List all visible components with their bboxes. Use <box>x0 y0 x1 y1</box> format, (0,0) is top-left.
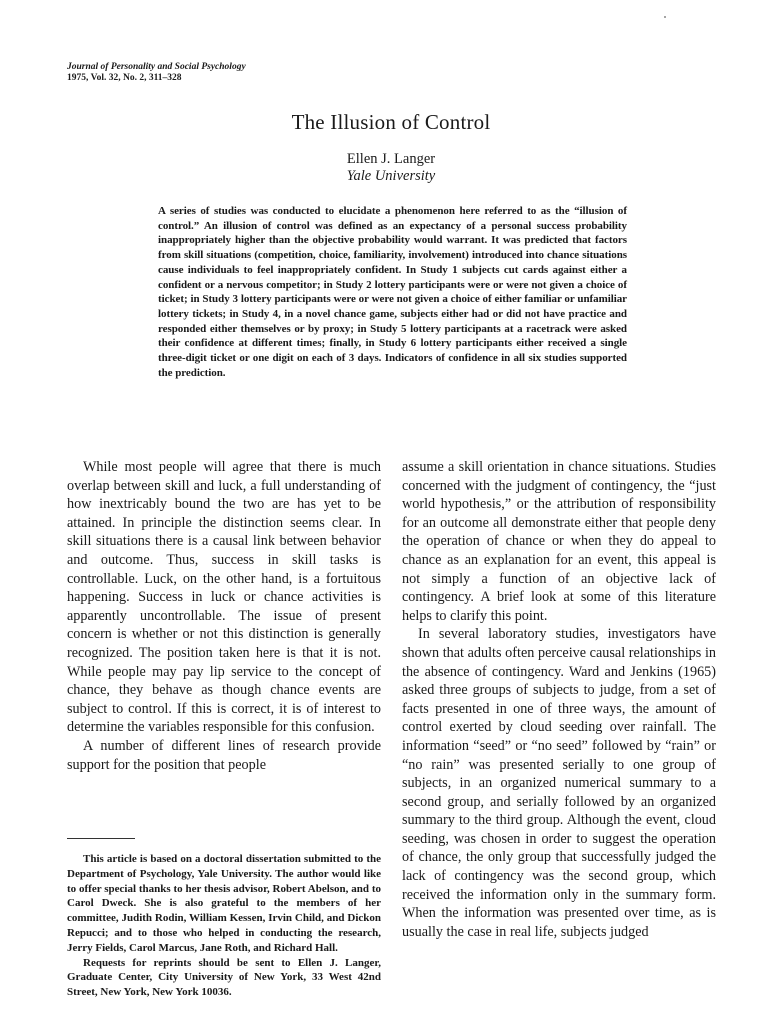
article-title: The Illusion of Control <box>291 110 491 134</box>
author-block <box>0 151 768 185</box>
body-paragraph: In several laboratory studies, investigators have shown that adults often perceive causal relationships in the absence of contingency. Ward and Jenkins (1965) asked three groups of subjects to judge, from a set of facts presented in one of three ways, the amount of control exerted by cloud seeding over rainfall. The information “seed” or “no seed” followed by “rain” or “no rain” was presented serially to one group of subjects, in an organized numerical summary to a second group, and serially followed by an organized summary to the third group. Although the event, cloud seeding, was chosen in order to suggest the operation of chance, the only group that successfully judged the lack of contingency was the second group, which received the information only in the summary form. When the information was presented over time, as is usually the case in real life, subjects judged <box>402 626 716 940</box>
author-affiliation: Yale University <box>346 168 436 184</box>
author-name: Ellen J. Langer <box>346 151 436 167</box>
abstract: A series of studies was conducted to elucidate a phenomenon here referred to as the “illusion of control.” An illusion of control was defined as an expectancy of a personal success probability inappropriately higher than the objective probability would warrant. It was predicted that factors from skill situations (competition, choice, familiarity, involvement) introduced into chance situations cause individuals to feel inappropriately confident. In Study 1 subjects cut cards against either a confident or a nervous competitor; in Study 2 lottery participants were or were not given a choice of ticket; in Study 3 lottery participants were or were not given a choice of either familiar or unfamiliar lottery tickets; in Study 4, in a novel chance game, subjects either had or did not have practice and responded either themselves or by proxy; in Study 5 lottery participants at a racetrack were asked their confidence at different times; finally, in Study 6 lottery participants either received a single three-digit ticket or one digit on each of 3 days. Indicators of confidence in all six studies supported the prediction. <box>158 205 627 379</box>
footnotes <box>67 852 381 1000</box>
journal-header <box>67 62 246 84</box>
footnote: Requests for reprints should be sent to Ellen J. Langer, Graduate Center, City University of New York, 33 West 42nd Street, New York, New York 10036. <box>67 956 381 999</box>
body-paragraph: A number of different lines of research provide support for the position that people <box>67 737 381 773</box>
journal-name: Journal of Personality and Social Psychology <box>67 62 246 72</box>
body-column-right <box>402 458 716 941</box>
footnote-divider <box>67 838 135 839</box>
body-column-left <box>67 458 381 774</box>
scan-speck <box>664 16 666 18</box>
journal-volume: 1975, Vol. 32, No. 2, 311–328 <box>67 73 182 83</box>
body-paragraph: While most people will agree that there is much overlap between skill and luck, a full understanding of how inextricably bound the two are has yet to be attained. In principle the distinction seems clear. In skill situations there is a causal link between behavior and outcome. Thus, success in skill tasks is controllable. Luck, on the other hand, is a fortuitous happening. Success in luck or chance activities is apparently uncontrollable. The issue of present concern is whether or not this distinction is generally recognized. The position taken here is that it is not. While people may pay lip service to the concept of chance, they behave as though chance events are subject to control. If this is correct, it is of interest to determine the variables responsible for this confusion. <box>67 459 381 736</box>
body-paragraph: assume a skill orientation in chance situations. Studies concerned with the judgment of contingency, the “just world hypothesis,” or the attribution of responsibility for an outcome all demonstrate either that people deny the operation of chance or when they do appeal to chance as an explanation for an event, this appeal is not simply a function of an objective lack of contingency. A brief look at some of this literature helps to clarify this point. <box>402 459 716 624</box>
footnote: This article is based on a doctoral dissertation submitted to the Department of Psychology, Yale University. The author would like to offer special thanks to her thesis advisor, Robert Abelson, and to Carol Dweck. She is also grateful to the members of her committee, Judith Rodin, William Kessen, Irvin Child, and Dickon Repucci; and to those who helped in conducting the research, Jerry Fields, Carol Marcus, Jane Roth, and Richard Hall. <box>67 853 381 954</box>
